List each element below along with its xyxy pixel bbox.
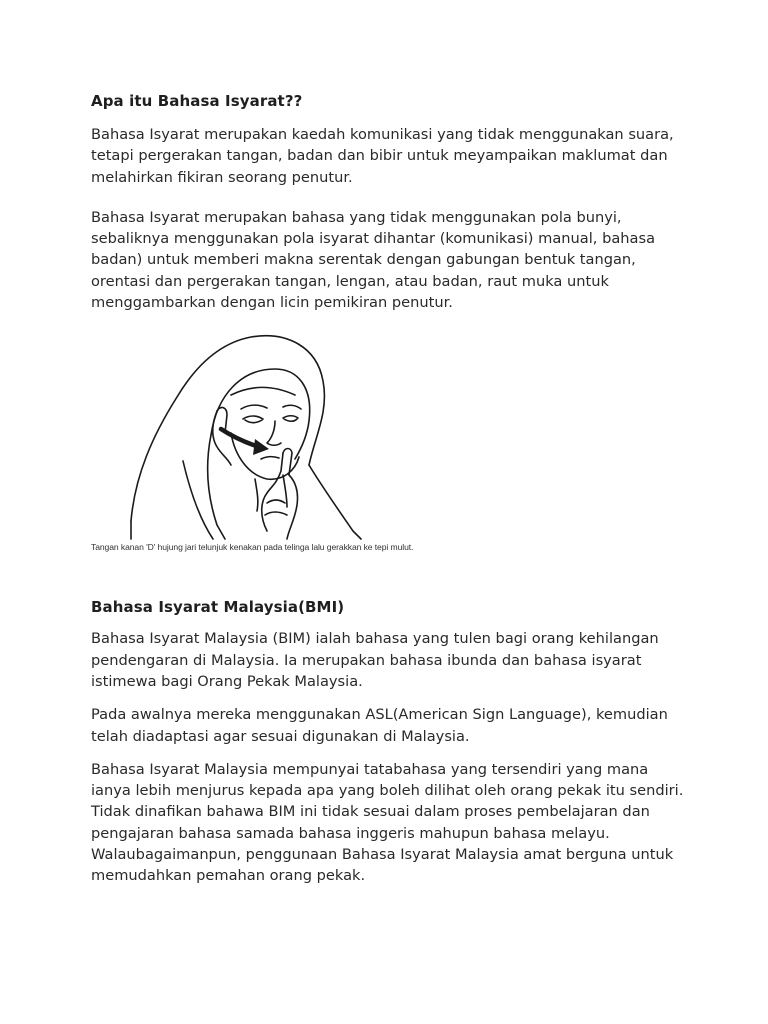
woman-signing-drawing	[91, 325, 466, 545]
paragraph-bim-history: Pada awalnya mereka menggunakan ASL(American Sign Language), kemudian telah diadaptasi agar sesuai digunakan di Malaysia.	[91, 706, 668, 745]
paragraph-definition: Bahasa Isyarat merupakan kaedah komunikasi yang tidak menggunakan suara, tetapi pergerakan tangan, badan dan bibir untuk meyampaikan maklumat dan melahirkan fikiran seorang penutur.	[91, 126, 674, 186]
document-body	[91, 92, 691, 887]
paragraph-bim-grammar: Bahasa Isyarat Malaysia mempunyai tatabahasa yang tersendiri yang mana ianya lebih menjurus kepada apa yang boleh dilihat oleh orang pekak itu sendiri. Tidak dinafikan bahawa BIM ini tidak sesuai dalam proses pembelajaran dan pengajaran bahasa samada bahasa inggeris mahupun bahasa melayu. Walaubagaimanpun, penggunaan Bahasa Isyarat Malaysia amat berguna untuk memudahkan pemahan orang pekak.	[91, 760, 684, 885]
section-title-what-is-sign-language: Apa itu Bahasa Isyarat??	[91, 92, 303, 110]
section-title-bim: Bahasa Isyarat Malaysia(BMI)	[91, 598, 345, 617]
sign-language-illustration	[91, 325, 466, 560]
paragraph-bim-intro: Bahasa Isyarat Malaysia (BIM) ialah bahasa yang tulen bagi orang kehilangan pendengaran di Malaysia. Ia merupakan bahasa ibunda dan bahasa isyarat istimewa bagi Orang Pekak Malaysia.	[91, 630, 659, 690]
illustration-caption: Tangan kanan 'D' hujung jari telunjuk kenakan pada telinga lalu gerakkan ke tepi mulut.	[91, 542, 414, 553]
paragraph-description: Bahasa Isyarat merupakan bahasa yang tidak menggunakan pola bunyi, sebaliknya menggunakan pola isyarat dihantar (komunikasi) manual, bahasa badan) untuk memberi makna serentak dengan gabungan bentuk tangan, orentasi dan pergerakan tangan, lengan, atau badan, raut muka untuk menggambarkan dengan licin pemikiran penutur.	[91, 208, 656, 312]
